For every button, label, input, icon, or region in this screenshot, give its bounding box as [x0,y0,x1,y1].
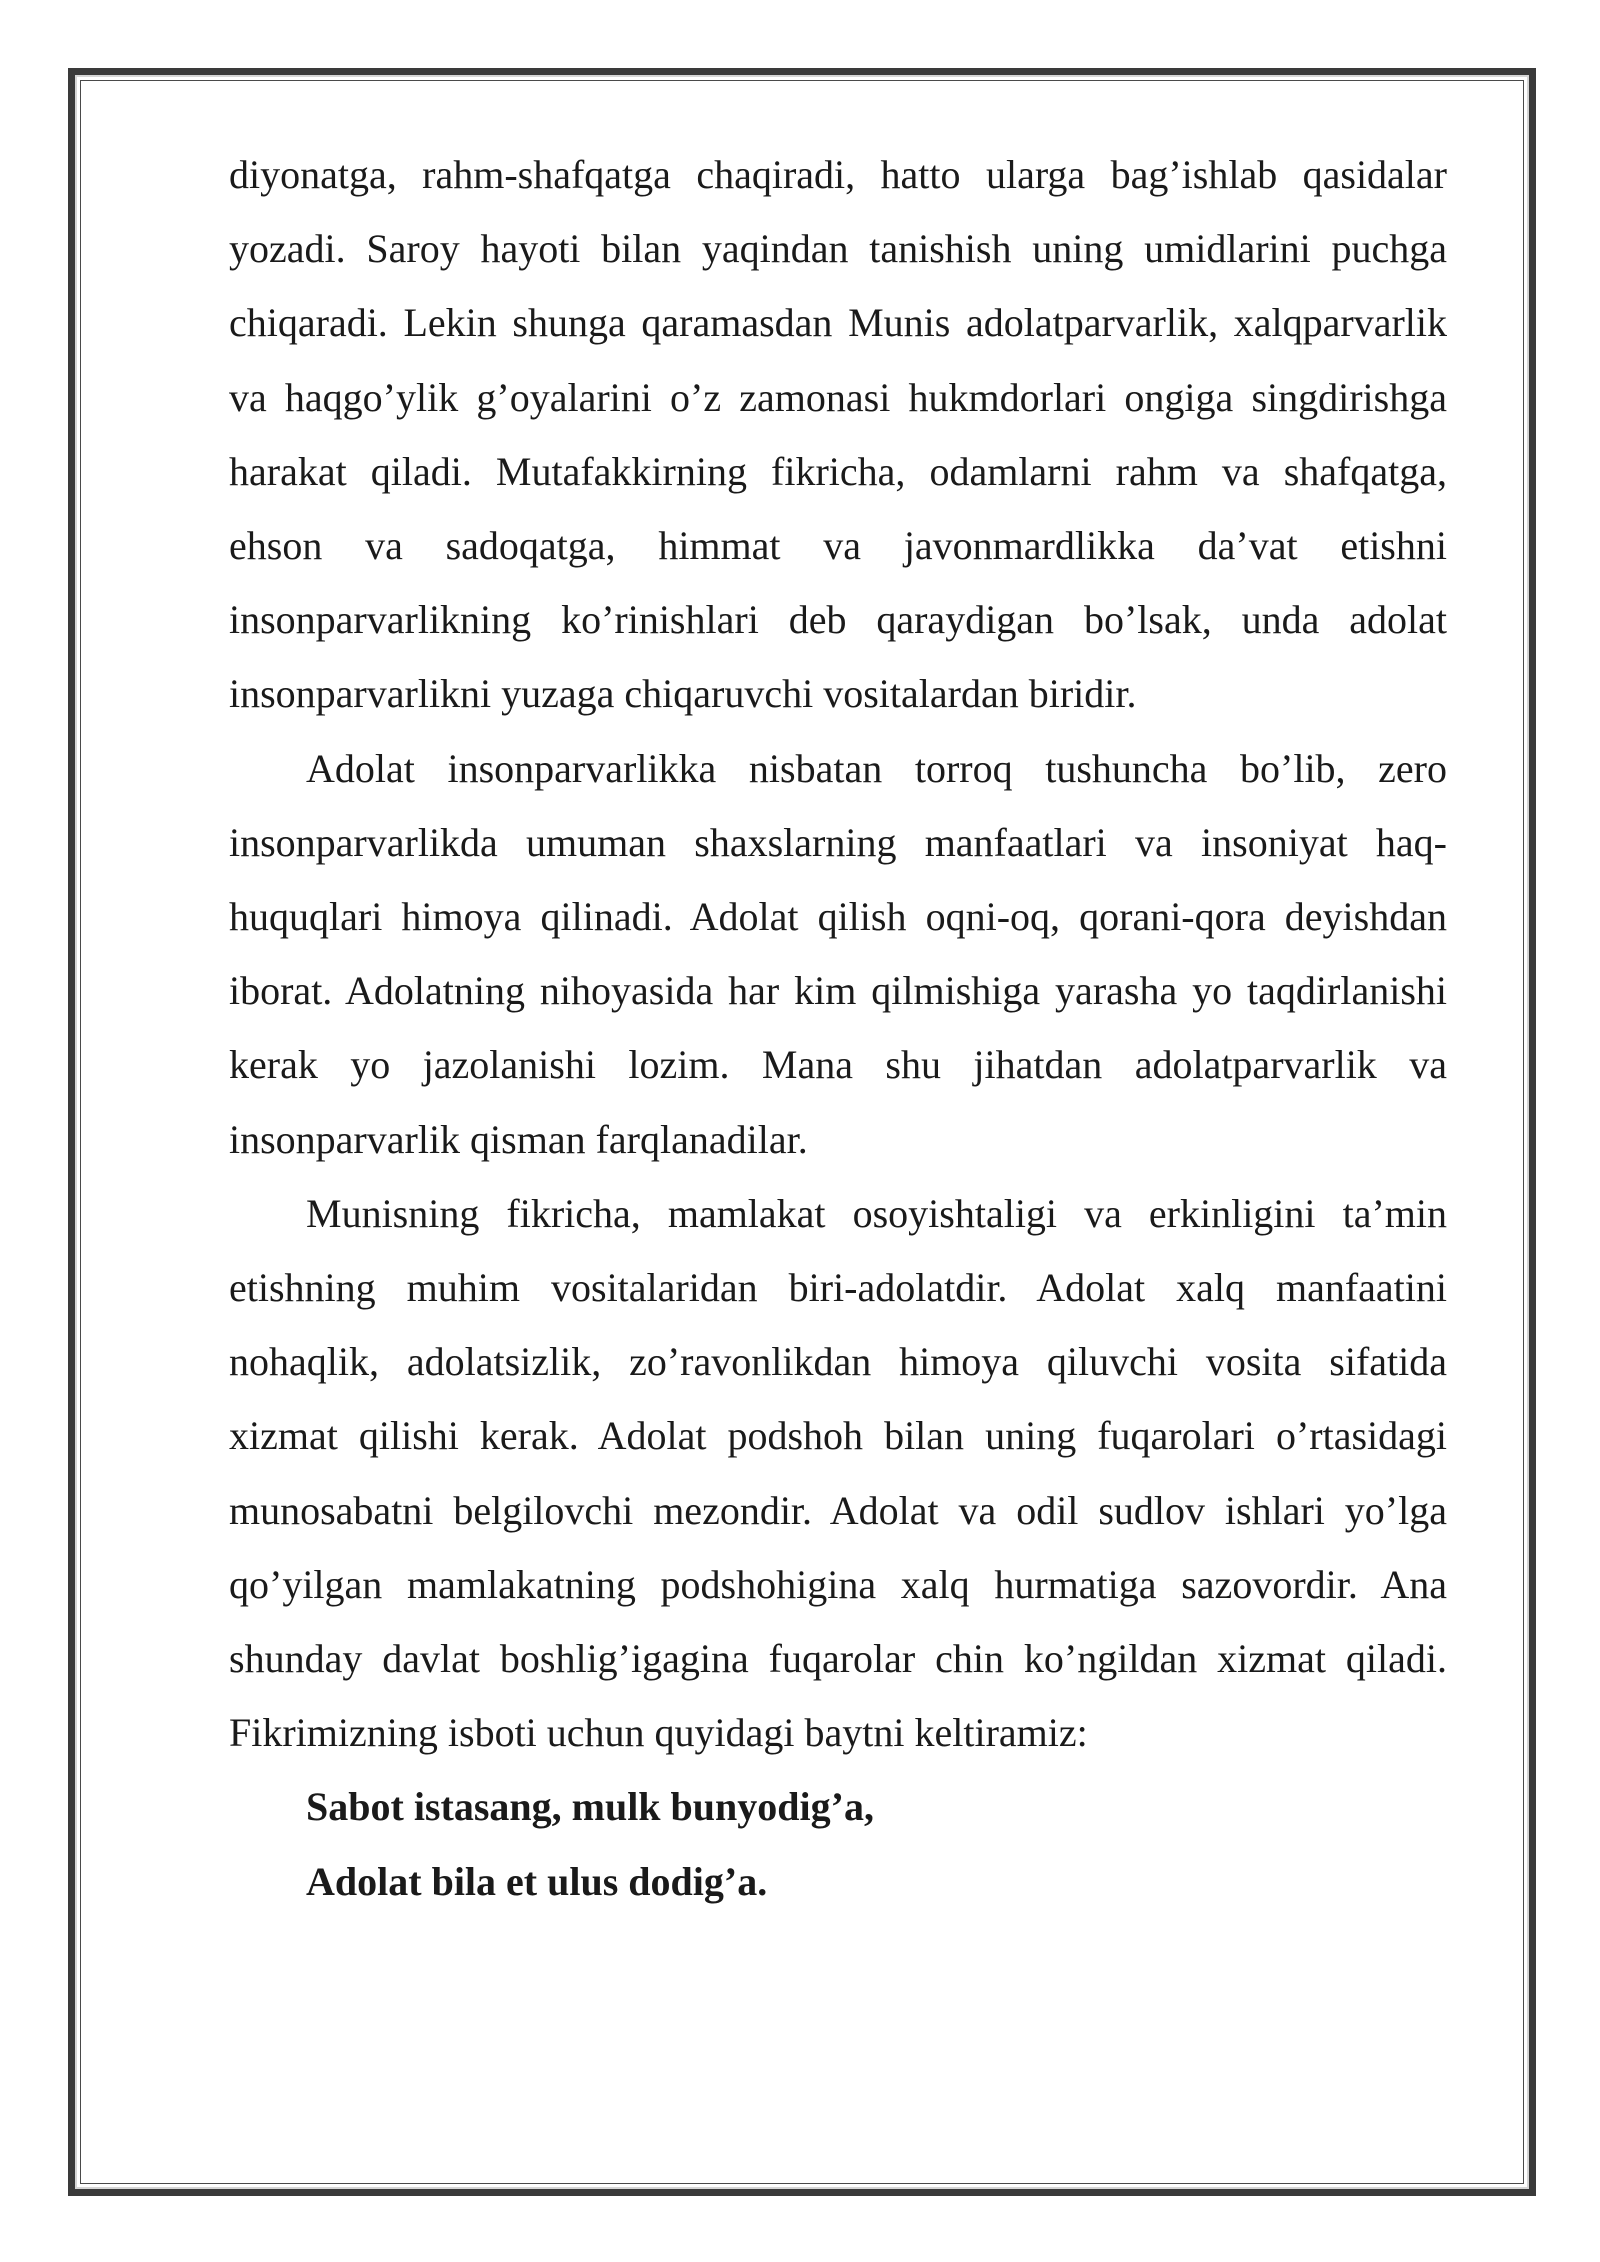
paragraph-munis-opinion: Munisning fikricha, mamlakat osoyishtaligi va erkinligini ta’min etishning muhim vositalaridan biri-adolatdir. Adolat xalq manfaatini nohaqlik, adolatsizlik, zo’ravonlikdan himoya qiluvchi vosita sifatida xizmat qilishi kerak. Adolat podshoh bilan uning fuqarolari o’rtasidagi munosabatni belgilovchi mezondir. Adolat va odil sudlov ishlari yo’lga qo’yilgan mamlakatning podshohigina xalq hurmatiga sazovordir. Ana shunday davlat boshlig’igagina fuqarolar chin ko’ngildan xizmat qiladi. Fikrimizning isboti uchun quyidagi baytni keltiramiz: [229,1190,1447,1756]
document-body [229,138,1447,1919]
paragraph-continuation: diyonatga, rahm-shafqatga chaqiradi, hatto ularga bag’ishlab qasidalar yozadi. Saroy hayoti bilan yaqindan tanishish uning umidlarini puchga chiqaradi. Lekin shunga qaramasdan Munis adolatparvarlik, xalqparvarlik va haqgo’ylik g’oyalarini o’z zamonasi hukmdorlari ongiga singdirishga harakat qiladi. Mutafakkirning fikricha, odamlarni rahm va shafqatga, ehson va sadoqatga, himmat va javonmardlikka da’vat etishni insonparvarlikning ko’rinishlari deb qaraydigan bo’lsak, unda adolat insonparvarlikni yuzaga chiqaruvchi vositalardan biridir. [229,152,1447,717]
paragraph-adolat-definition: Adolat insonparvarlikka nisbatan torroq tushuncha bo’lib, zero insonparvarlikda umuman shaxslarning manfaatlari va insoniyat haq-huquqlari himoya qilinadi. Adolat qilish oqni-oq, qorani-qora deyishdan iborat. Adolatning nihoyasida har kim qilmishiga yarasha yo taqdirlanishi kerak yo jazolanishi lozim. Mana shu jihatdan adolatparvarlik va insonparvarlik qisman farqlanadilar. [229,745,1447,1162]
verse-line-2: Adolat bila et ulus dodig’a. [306,1858,768,1904]
verse-line-1: Sabot istasang, mulk bunyodig’a, [306,1784,874,1830]
